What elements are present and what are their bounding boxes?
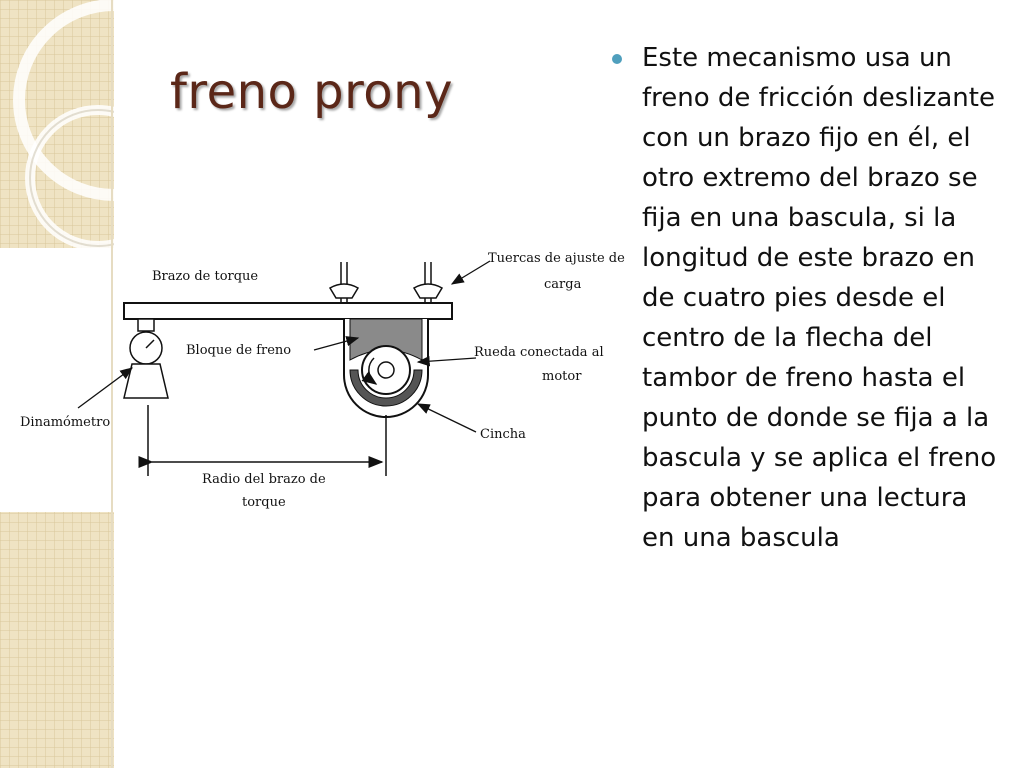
label-radio-1: Radio del brazo de bbox=[202, 472, 326, 487]
dynamometer bbox=[124, 319, 168, 398]
label-dinamometro: Dinamómetro bbox=[20, 415, 111, 430]
bullet-text: Este mecanismo usa un freno de fricción deslizante con un brazo fijo en él, el otro extremo del brazo se fija en una bascula, si la longitud de este brazo en de cuatro pies desde el centro de la flecha del tambor de freno hasta el punto de donde se fija a la bascula y se aplica el freno para obtener una lectura en una bascula bbox=[642, 43, 997, 553]
adjusting-nut-right bbox=[414, 262, 442, 303]
label-tuercas-1: Tuercas de ajuste de bbox=[488, 251, 625, 266]
label-bloque-freno: Bloque de freno bbox=[186, 343, 292, 358]
label-rueda-1: Rueda conectada al bbox=[474, 345, 604, 360]
slide-title: freno prony bbox=[170, 64, 453, 120]
label-radio-2: torque bbox=[242, 495, 286, 510]
label-brazo-torque: Brazo de torque bbox=[152, 269, 259, 284]
wheel-hub bbox=[378, 362, 394, 378]
bullet-icon bbox=[612, 54, 622, 64]
label-cincha: Cincha bbox=[480, 427, 526, 442]
prony-brake-diagram bbox=[14, 240, 638, 530]
torque-arm-beam bbox=[124, 303, 452, 319]
label-tuercas-2: carga bbox=[544, 277, 582, 292]
label-rueda-2: motor bbox=[542, 369, 582, 384]
adjusting-nut-left bbox=[330, 262, 358, 303]
